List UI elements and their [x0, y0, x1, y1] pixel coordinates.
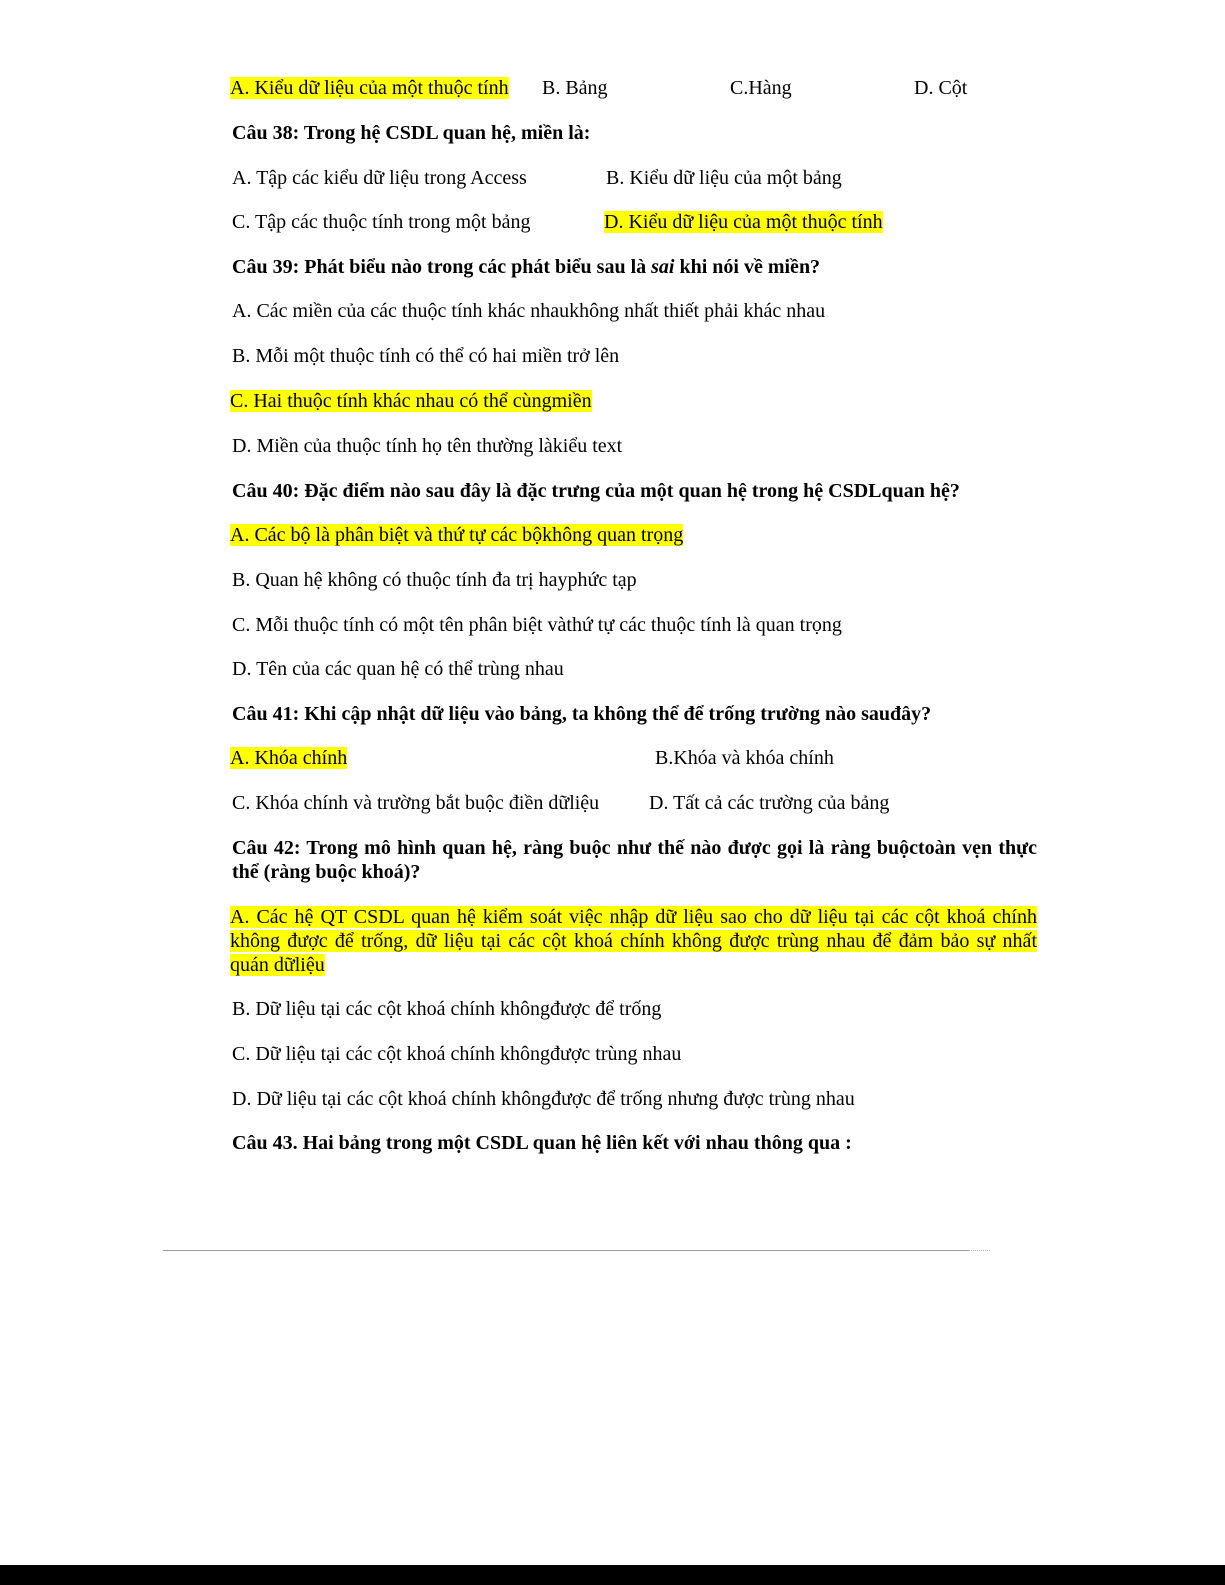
q41-option-c: C. Khóa chính và trường bắt buộc điền dữliệu — [232, 792, 600, 814]
q37-option-a: A. Kiểu dữ liệu của một thuộc tính — [230, 77, 509, 99]
q39-option-c: C. Hai thuộc tính khác nhau có thể cùngmiền — [230, 390, 592, 412]
footer-separator — [163, 1250, 968, 1251]
q39-question-emphasis: sai — [651, 256, 675, 278]
q40-option-a: A. Các bộ là phân biệt và thứ tự các bộkhông quan trọng — [230, 524, 684, 546]
footer-separator-tail — [968, 1250, 990, 1251]
q42-option-a: A. Các hệ QT CSDL quan hệ kiểm soát việc nhập dữ liệu sao cho dữ liệu tại các cột khoá chính không được để trống, dữ liệu tại các cột khoá chính không được trùng nhau để đảm bảo sự nhất quán dữliệu — [230, 906, 1037, 976]
q40-option-d: D. Tên của các quan hệ có thể trùng nhau — [232, 658, 564, 680]
q42-option-b: B. Dữ liệu tại các cột khoá chính khôngđược để trống — [232, 998, 662, 1020]
q42-question: Câu 42: Trong mô hình quan hệ, ràng buộc như thế nào được gọi là ràng buộctoàn vẹn thực thể (ràng buộc khoá)? — [232, 837, 1037, 883]
q37-option-b: B. Bảng — [542, 77, 608, 99]
q40-question: Câu 40: Đặc điểm nào sau đây là đặc trưng của một quan hệ trong hệ CSDLquan hệ? — [232, 480, 960, 502]
q39-question: Câu 39: Phát biểu nào trong các phát biểu sau là sai khi nói về miền? — [232, 256, 821, 278]
q38-option-d: D. Kiểu dữ liệu của một thuộc tính — [604, 211, 883, 233]
q42-option-d: D. Dữ liệu tại các cột khoá chính khôngđược để trống nhưng được trùng nhau — [232, 1088, 855, 1110]
q39-option-d: D. Miền của thuộc tính họ tên thường làkiểu text — [232, 435, 623, 457]
q40-option-b: B. Quan hệ không có thuộc tính đa trị hayphức tạp — [232, 569, 637, 591]
q41-question: Câu 41: Khi cập nhật dữ liệu vào bảng, ta không thể để trống trường nào sauđây? — [232, 703, 932, 725]
q42-option-c: C. Dữ liệu tại các cột khoá chính khôngđược trùng nhau — [232, 1043, 682, 1065]
q39-option-b: B. Mỗi một thuộc tính có thể có hai miền trở lên — [232, 345, 620, 367]
q41-option-b: B.Khóa và khóa chính — [655, 747, 834, 769]
q38-question: Câu 38: Trong hệ CSDL quan hệ, miền là: — [232, 122, 591, 144]
q37-option-d: D. Cột — [914, 77, 968, 99]
q41-option-d: D. Tất cả các trường của bảng — [649, 792, 890, 814]
q38-option-a: A. Tập các kiểu dữ liệu trong Access — [232, 167, 527, 189]
q38-option-b: B. Kiểu dữ liệu của một bảng — [606, 167, 842, 189]
page-bottom-edge — [0, 1565, 1225, 1585]
q41-option-a: A. Khóa chính — [230, 747, 348, 769]
q40-option-c: C. Mỗi thuộc tính có một tên phân biệt vàthứ tự các thuộc tính là quan trọng — [232, 614, 842, 636]
q39-option-a: A. Các miền của các thuộc tính khác nhaukhông nhất thiết phải khác nhau — [232, 300, 826, 322]
q37-option-c: C.Hàng — [730, 77, 792, 99]
q38-option-c: C. Tập các thuộc tính trong một bảng — [232, 211, 531, 233]
q43-question: Câu 43. Hai bảng trong một CSDL quan hệ liên kết với nhau thông qua : — [232, 1132, 852, 1154]
